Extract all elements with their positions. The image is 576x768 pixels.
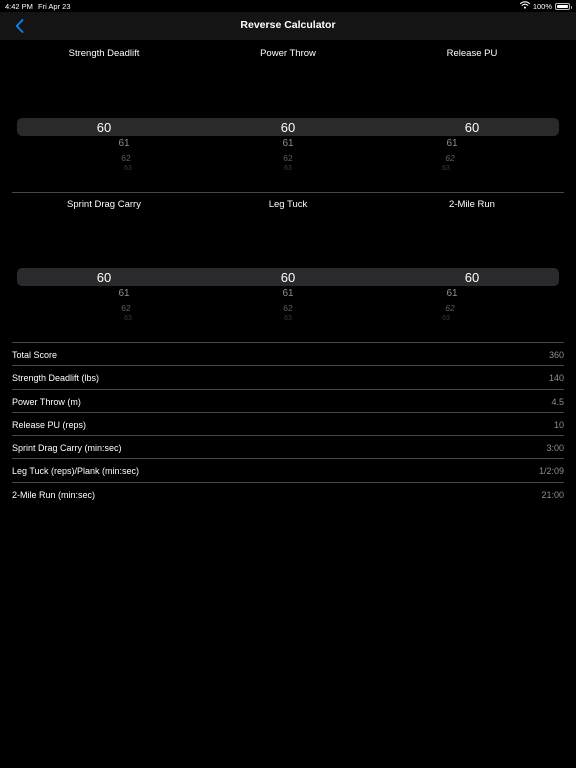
picker-label-strength-deadlift: Strength Deadlift xyxy=(68,48,140,59)
result-label: Total Score xyxy=(12,350,58,360)
picker-value-selected: 60 xyxy=(464,120,480,135)
picker-release-pu[interactable] xyxy=(380,118,564,174)
battery-icon xyxy=(555,3,570,10)
picker-value: 62 xyxy=(121,153,131,163)
result-value: 3:00 xyxy=(546,443,564,454)
picker-value: 62 xyxy=(445,303,455,313)
picker-value-selected: 60 xyxy=(96,270,112,285)
result-label: Power Throw (m) xyxy=(12,396,81,407)
picker-value: 62 xyxy=(283,303,293,313)
status-date: Fri Apr 23 xyxy=(38,2,71,11)
status-time: 4:42 PM xyxy=(5,2,33,11)
picker-value: 61 xyxy=(446,138,458,149)
picker-label-power-throw: Power Throw xyxy=(260,48,316,59)
picker-value-selected: 60 xyxy=(280,120,296,135)
result-row-sprint-drag-carry xyxy=(12,435,564,458)
picker-value: 63 xyxy=(442,165,450,172)
status-indicators xyxy=(520,1,570,11)
navigation-bar xyxy=(0,12,576,40)
picker-value: 63 xyxy=(124,315,132,322)
picker-value-selected: 60 xyxy=(96,120,112,135)
picker-value: 63 xyxy=(284,315,292,322)
picker-value: 63 xyxy=(284,165,292,172)
result-value: 4.5 xyxy=(551,396,564,407)
picker-label-2-mile-run: 2-Mile Run xyxy=(449,199,495,210)
picker-group-bottom xyxy=(12,193,564,343)
picker-sprint-drag-carry[interactable] xyxy=(12,268,196,324)
picker-value: 61 xyxy=(282,138,294,149)
picker-value: 62 xyxy=(445,153,455,163)
battery-percent: 100% xyxy=(532,1,552,11)
result-label: 2-Mile Run (min:sec) xyxy=(12,489,96,500)
result-value: 140 xyxy=(548,373,564,384)
picker-value: 61 xyxy=(118,138,130,149)
picker-2-mile-run[interactable] xyxy=(380,268,564,324)
wifi-icon xyxy=(520,1,530,11)
picker-group-top xyxy=(12,40,564,193)
result-label: Sprint Drag Carry (min:sec) xyxy=(12,443,122,454)
status-bar xyxy=(0,0,576,12)
picker-value-selected: 60 xyxy=(280,270,296,285)
result-row-leg-tuck-plank xyxy=(12,458,564,481)
picker-label-leg-tuck: Leg Tuck xyxy=(268,199,308,210)
battery-level xyxy=(557,5,568,8)
picker-value: 61 xyxy=(282,288,294,299)
result-row-power-throw xyxy=(12,389,564,412)
picker-label-release-pu: Release PU xyxy=(446,48,498,59)
picker-value: 63 xyxy=(124,165,132,172)
picker-strength-deadlift[interactable] xyxy=(12,118,196,174)
picker-label-sprint-drag-carry: Sprint Drag Carry xyxy=(67,199,141,210)
result-label: Release PU (reps) xyxy=(12,419,87,430)
result-row-strength-deadlift xyxy=(12,365,564,388)
page-title: Reverse Calculator xyxy=(240,19,336,31)
result-value: 10 xyxy=(553,419,564,430)
results-list xyxy=(12,342,564,505)
result-label: Strength Deadlift (lbs) xyxy=(12,373,100,384)
picker-value-selected: 60 xyxy=(464,270,480,285)
picker-leg-tuck[interactable] xyxy=(196,268,380,324)
result-row-total-score xyxy=(12,342,564,365)
result-row-release-pu xyxy=(12,412,564,435)
picker-value: 63 xyxy=(442,315,450,322)
picker-value: 62 xyxy=(283,153,293,163)
result-value: 21:00 xyxy=(541,489,564,500)
picker-value: 62 xyxy=(121,303,131,313)
result-value: 1/2:09 xyxy=(538,466,564,477)
result-label: Leg Tuck (reps)/Plank (min:sec) xyxy=(12,466,140,477)
result-row-2-mile-run xyxy=(12,482,564,505)
picker-value: 61 xyxy=(118,288,130,299)
result-value: 360 xyxy=(548,350,564,360)
picker-power-throw[interactable] xyxy=(196,118,380,174)
picker-value: 61 xyxy=(446,288,458,299)
